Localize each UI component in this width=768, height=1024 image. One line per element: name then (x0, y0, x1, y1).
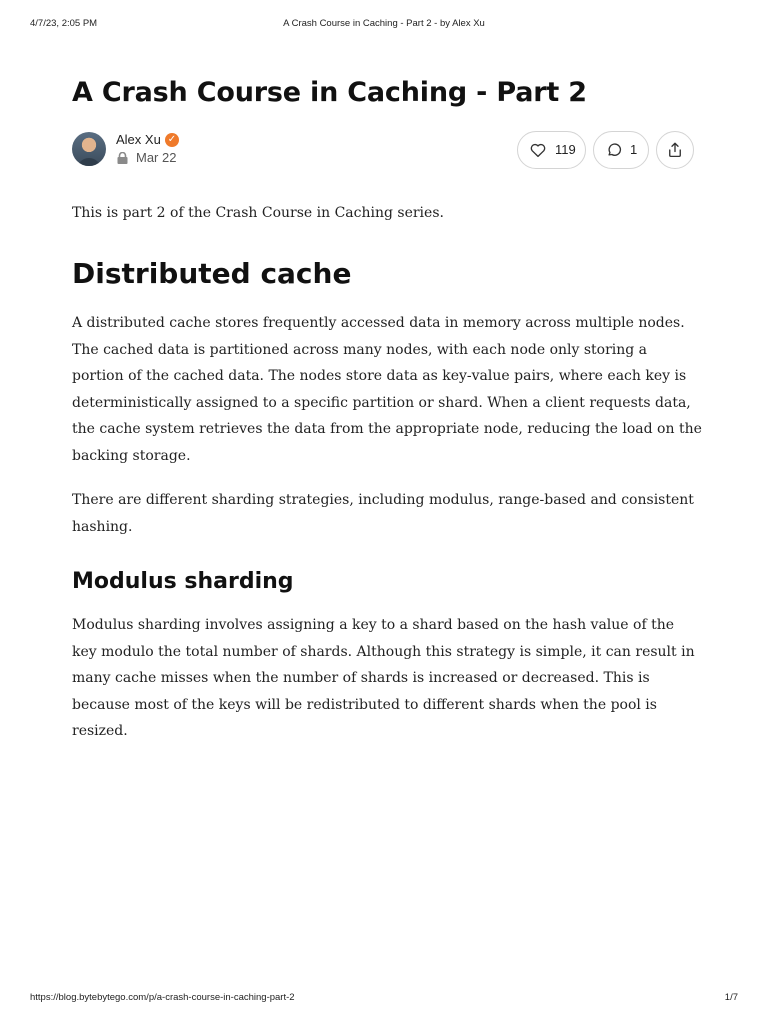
print-footer (30, 992, 738, 1006)
like-count: 119 (555, 142, 576, 157)
section-heading-distributed-cache: Distributed cache (72, 257, 352, 290)
paragraph: Modulus sharding involves assigning a key to a shard based on the hash value of the key modulo the total number of shards. Although this strategy is simple, it can result in many cache misses when the number of shards is increased or decreased. This is because most of the keys will be redistributed to different shards when the pool is resized. (72, 617, 695, 739)
verified-badge-icon: ✓ (165, 133, 179, 147)
article-title: A Crash Course in Caching - Part 2 (72, 77, 587, 108)
paragraph: There are different sharding strategies, including modulus, range-based and consistent hashing. (72, 492, 694, 535)
avatar[interactable] (72, 132, 106, 166)
print-date: 4/7/23, 2:05 PM (30, 18, 98, 29)
print-header (30, 18, 738, 32)
page-number: 1/7 (724, 992, 738, 1003)
print-doc-title: A Crash Course in Caching - Part 2 - by Alex Xu (283, 18, 485, 29)
intro-paragraph: This is part 2 of the Crash Course in Caching series. (72, 205, 444, 221)
comment-count: 1 (630, 142, 638, 157)
comment-button[interactable] (593, 131, 649, 169)
heart-icon (529, 141, 547, 159)
print-url: https://blog.bytebytego.com/p/a-crash-course-in-caching-part-2 (30, 992, 295, 1003)
article (72, 74, 702, 745)
like-button[interactable] (517, 131, 586, 169)
share-button[interactable] (656, 131, 694, 169)
section-heading-modulus-sharding: Modulus sharding (72, 569, 294, 594)
post-date: Mar 22 (136, 150, 177, 165)
byline (72, 132, 702, 176)
paragraph: A distributed cache stores frequently accessed data in memory across multiple nodes. The cached data is partitioned across many nodes, with each node only storing a portion of the cached data. The nodes store data as key-value pairs, where each key is deterministically assigned to a specific partition or shard. When a client requests data, the cache system retrieves the data from the appropriate node, reducing the load on the backing storage. (72, 315, 702, 464)
lock-icon (116, 152, 129, 164)
comment-bubble-icon (605, 141, 623, 159)
author-name[interactable]: Alex Xu (116, 132, 161, 147)
share-icon (666, 141, 684, 159)
